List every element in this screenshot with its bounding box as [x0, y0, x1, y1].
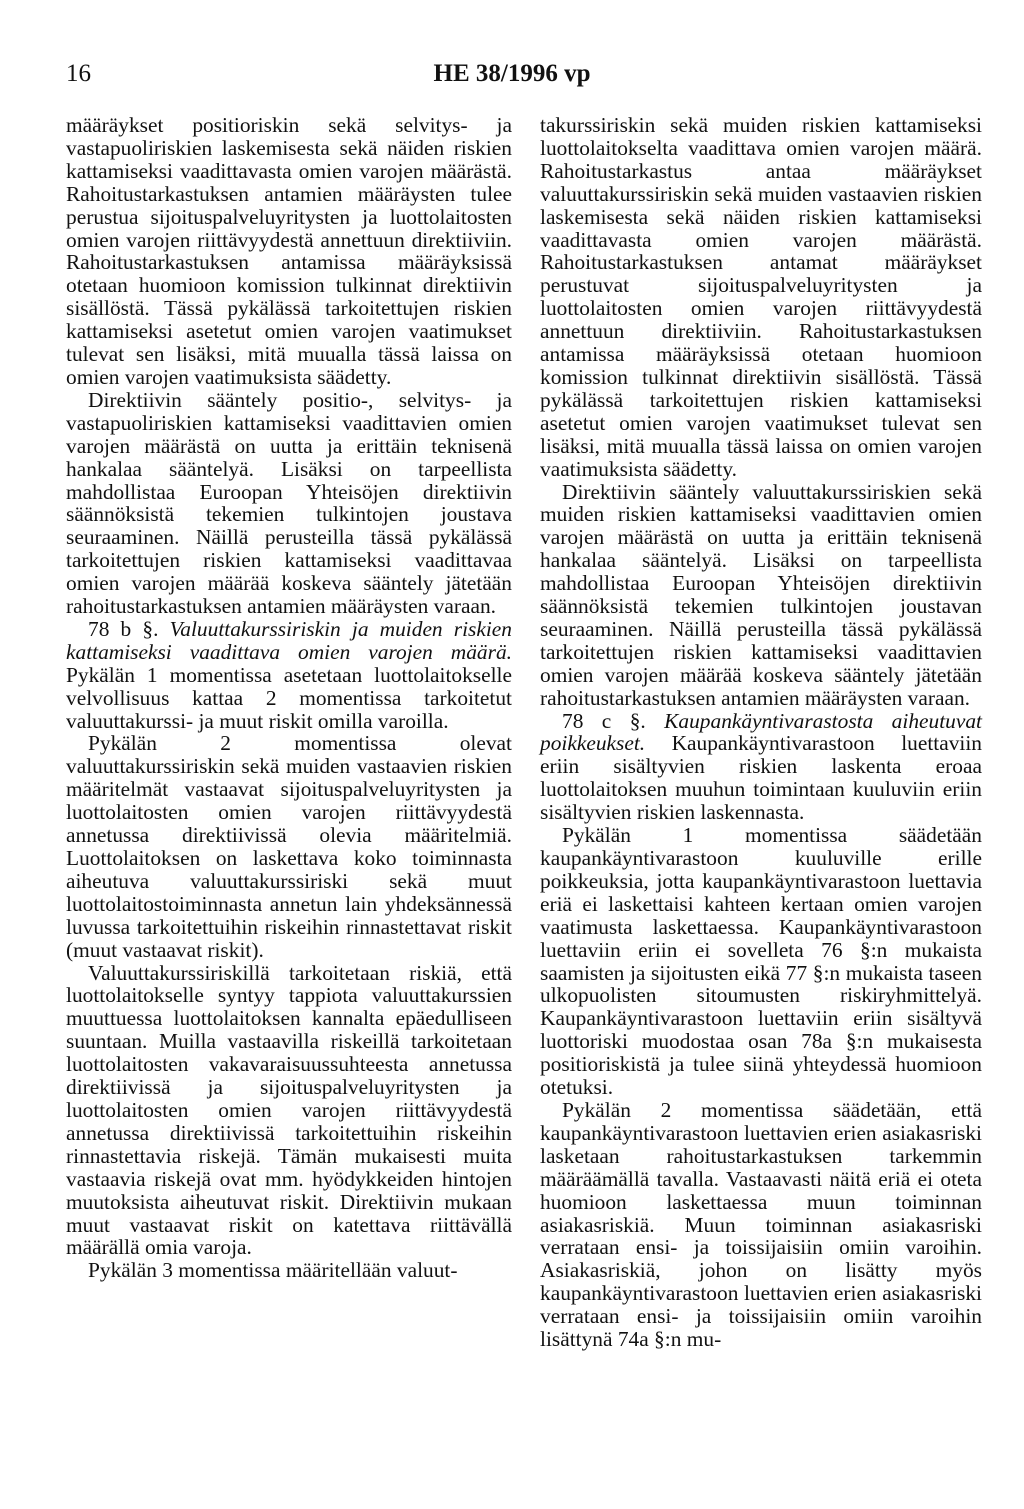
- page-header: [66, 60, 958, 94]
- right-column: [540, 114, 982, 1351]
- document-id: HE 38/1996 vp: [433, 60, 591, 87]
- paragraph: takurssiriskin sekä muiden riskien kattamiseksi luottolaitokselta vaadittava omien varojen määrä. Rahoitustarkastus antaa määräykset valuuttakurssiriskin sekä muiden vastaavien riskien laskemisesta sekä näiden riskien kattamiseksi vaadittavasta omien varojen määrästä. Rahoitustarkastuksen antamat määräykset perustuvat sijoituspalveluyritysten ja luottolaitosten omien varojen riittävyydestä annettuun direktiiviin. Rahoitustarkastuksen antamissa määräyksissä otetaan huomioon komission tulkinnat direktiivin sisällöstä. Tässä pykälässä tarkoitettujen riskien kattamiseksi asetetut omien varojen vaatimukset tulevat sen lisäksi, mitä muualla tässä laissa on omien varojen vaatimuksista säädetty.: [540, 113, 982, 481]
- section-text: Pykälän 1 momentissa asetetaan luottolaitokselle velvollisuus kattaa 2 momentissa tarkoitetut valuuttakurssi- ja muut riskit omilla varoilla.: [66, 662, 512, 733]
- paragraph: Pykälän 2 momentissa säädetään, että kaupankäyntivarastoon luettavien erien asiakasriski lasketaan rahoitustarkastuksen tarkemmin määräämällä tavalla. Vastaavasti näitä eriä ei oteta huomioon laskettaessa muun toiminnan asiakasriskiä. Muun toiminnan asiakasriski verrataan ensi- ja toissijaisiin omiin varoihin. Asiakasriskiä, johon on lisätty myös kaupankäyntivarastoon luettavien erien asiakasriski verrataan ensi- ja toissijaisiin omiin varoihin lisättynä 74a §:n mu-: [540, 1097, 982, 1352]
- section-number: 78 c §.: [562, 708, 646, 733]
- section-paragraph: [66, 618, 512, 733]
- left-column: [66, 114, 512, 1282]
- section-title: Valuuttakurssiriskin ja muiden riskien kattamiseksi vaadittava omien varojen määrä.: [66, 616, 512, 664]
- paragraph: Pykälän 2 momentissa olevat valuuttakurssiriskin sekä muiden vastaavien riskien määritelmät vastaavat sijoituspalveluyritysten ja luottolaitosten omien varojen riittävyydestä annetussa direktiivissä olevia määritelmiä. Luottolaitoksen on laskettava koko toiminnasta aiheutuva valuuttakurssiriski sekä muut luottolaitostoiminnasta annetun lain yhdeksännessä luvussa tarkoitettuihin riskeihin rinnastettavat riskit (muut vastaavat riskit).: [66, 731, 512, 962]
- paragraph: Pykälän 1 momentissa säädetään kaupankäyntivarastoon kuuluville erille poikkeuksia, jotta kaupankäyntivarastoon luettavia eriä ei laskettaisi kahteen kertaan omien varojen vaatimusta laskettaessa. Kaupankäyntivarastoon luettaviin eriin ei sovelleta 76 §:n mukaista saamisten ja sijoitusten eikä 77 §:n mukaista taseen ulkopuolisten sitoumusten riskiryhmittelyä. Kaupankäyntivarastoon luettaviin eriin sisältyvä luottoriski muodostaa osan 78a §:n mukaisesta positioriskistä ja tulee siinä yhteydessä huomioon otetuksi.: [540, 823, 982, 1100]
- paragraph: määräykset positioriskin sekä selvitys- ja vastapuoliriskien laskemisesta sekä näiden riskien kattamiseksi vaadittavasta omien varojen määrästä. Rahoitustarkastuksen antamien määräysten tulee perustua sijoituspalveluyritysten ja luottolaitosten omien varojen riittävyydestä annettuun direktiiviin. Rahoitustarkastuksen antamissa määräyksissä otetaan huomioon komission tulkinnat direktiivin sisällöstä. Tässä pykälässä tarkoitettujen riskien kattamiseksi asetetut omien varojen vaatimukset tulevat sen lisäksi, mitä muualla tässä laissa on omien varojen vaatimuksista säädetty.: [66, 113, 512, 389]
- section-paragraph: [540, 710, 982, 825]
- paragraph: Direktiivin sääntely positio-, selvitys- ja vastapuoliriskien kattamiseksi vaadittavien omien varojen määrästä on uutta ja erittäin teknisenä hankalaa sääntelyä. Lisäksi on tarpeellista mahdollistaa Euroopan Yhteisöjen direktiivin säännöksistä tekemien tulkintojen joustava seuraaminen. Näillä perusteilla tässä pykälässä tarkoitettujen riskien kattamiseksi vaadittavaa omien varojen määrää koskeva sääntely jätetään rahoitustarkastuksen antamien määräysten varaan.: [66, 387, 512, 619]
- section-title: Kaupankäyntivarastosta aiheutuvat poikkeukset.: [540, 708, 982, 756]
- paragraph: Direktiivin sääntely valuuttakurssiriskien sekä muiden riskien kattamiseksi vaadittavien omien varojen määrästä on uutta ja erittäin teknisenä hankalaa sääntelyä. Lisäksi on tarpeellista mahdollistaa Euroopan Yhteisöjen direktiivin säännöksistä tekemien tulkintojen joustavan seuraaminen. Näillä perusteilla tässä pykälässä tarkoitettujen riskien kattamiseksi vaadittavien omien varojen määrää koskeva sääntely jätetään rahoitustarkastuksen antamien määräysten varaan.: [540, 479, 982, 710]
- paragraph: Pykälän 3 momentissa määritellään valuut-: [88, 1258, 458, 1283]
- page-number: 16: [66, 60, 91, 87]
- paragraph: Valuuttakurssiriskillä tarkoitetaan riskiä, että luottolaitokselle syntyy tappiota valuuttakurssien muuttuessa luottolaitoksen kannalta epäedulliseen suuntaan. Muilla vastaavilla riskeillä tarkoitetaan luottolaitosten vakavaraisuussuhteesta annetussa direktiivissä ja sijoituspalveluyritysten ja luottolaitosten omien varojen riittävyydestä annetussa direktiivissä tarkoitettuihin riskeihin rinnastettavia riskejä. Tämän mukaisesti muita vastaavia riskejä ovat mm. hyödykkeiden hintojen muutoksista aiheutuvat riskit. Direktiivin mukaan muut vastaavat riskit on katettava riittävällä määrällä omia varoja.: [66, 960, 512, 1260]
- section-text: Kaupankäyntivarastoon luettaviin eriin sisältyvien riskien laskenta eroaa luottolaitoksen muuhun toimintaan kuuluviin eriin sisältyvien riskien laskennasta.: [540, 731, 982, 825]
- section-number: 78 b §.: [88, 616, 159, 641]
